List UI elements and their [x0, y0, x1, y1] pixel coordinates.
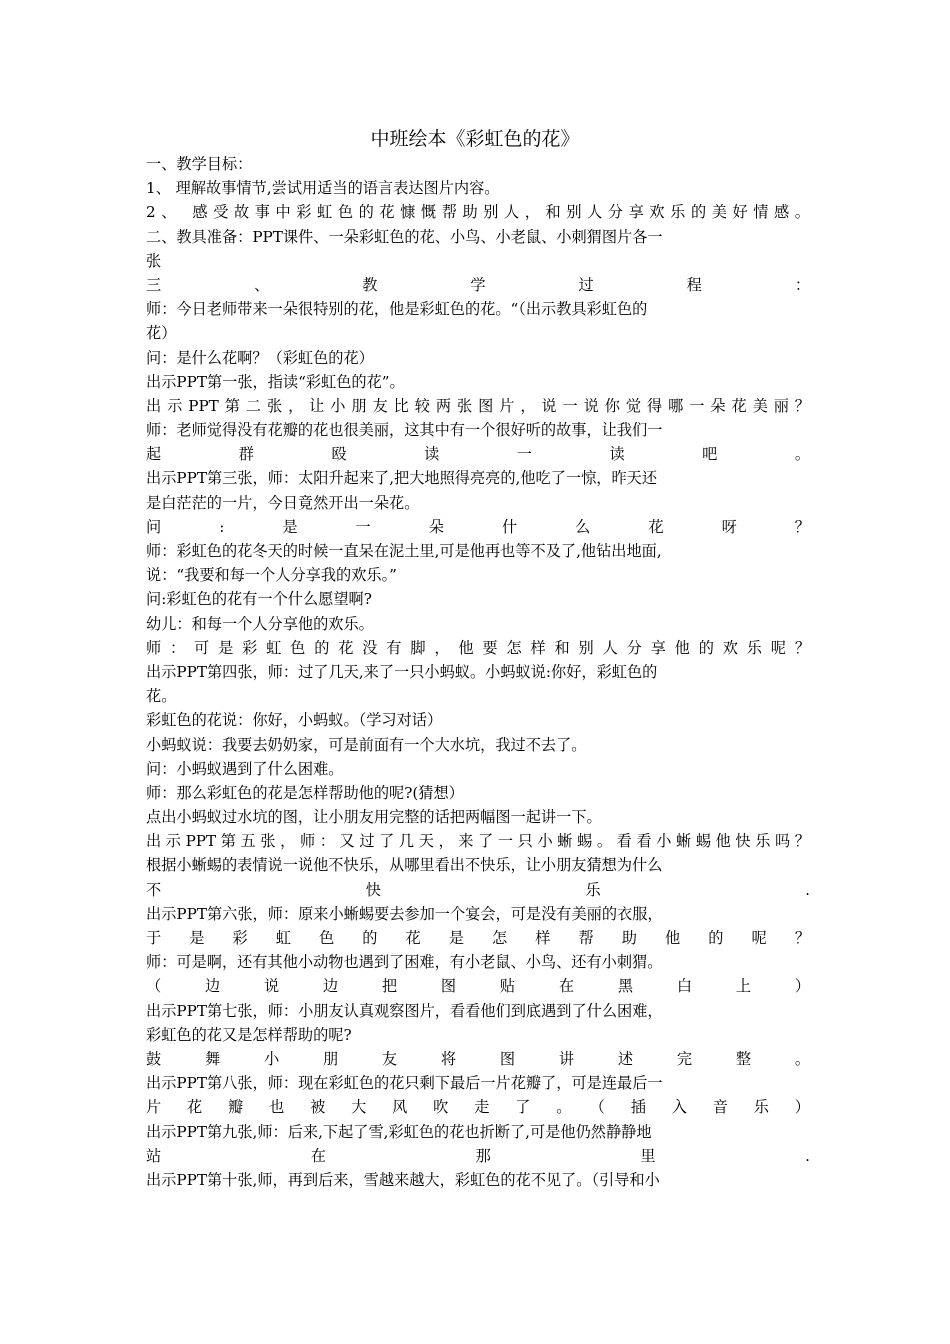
text-line: 师：可是啊，还有其他小动物也遇到了困难，有小老鼠、小鸟、还有小刺猬。 [146, 953, 663, 972]
text-line: 师：今日老师带来一朵很特别的花，他是彩虹色的花。“（出示教具彩虹色的 [146, 300, 648, 319]
text-line: 问：是什么花啊？（彩虹色的花） [146, 348, 374, 367]
text-line: 彩虹色的花说：你好，小蚂蚁。（学习对话） [146, 711, 443, 730]
text-line: 出示PPT第十张,师，再到后来，雪越来越大，彩虹色的花不见了。（引导和小 [146, 1170, 660, 1189]
text-line: 问：小蚂蚁遇到了什么困难。 [146, 759, 344, 778]
text-line: 2、 感受故事中彩虹色的花慷慨帮助别人，和别人分享欢乐的美好情感。 [146, 203, 810, 222]
text-line: 说：“我要和每一个人分享我的欢乐。” [146, 566, 397, 585]
text-line: 二、教具准备：PPT课件、一朵彩虹色的花、小鸟、小老鼠、小刺猬图片各一 [146, 227, 663, 246]
document-body [146, 152, 810, 1192]
text-line: 根据小蜥蜴的表情说一说他不快乐，从哪里看出不快乐，让小朋友猜想为什么 [146, 856, 663, 875]
text-line: 出示PPT第五张，师：又过了几天，来了一只小蜥蜴。看看小蜥蜴他快乐吗？ [146, 832, 810, 851]
text-line: 出示PPT第二张，让小朋友比较两张图片，说一说你觉得哪一朵花美丽？ [146, 396, 810, 415]
text-line: 1、 理解故事情节,尝试用适当的语言表达图片内容。 [146, 179, 500, 198]
text-line: 师：老师觉得没有花瓣的花也很美丽，这其中有一个很好听的故事，让我们一 [146, 421, 663, 440]
text-line: 片花瓣也被大风吹走了。（插入音乐） [146, 1098, 810, 1117]
text-line: 是白茫茫的一片，今日竟然开出一朵花。 [146, 493, 420, 512]
text-line: 小蚂蚁说：我要去奶奶家，可是前面有一个大水坑，我过不去了。 [146, 735, 587, 754]
text-line: 张 [146, 251, 162, 270]
text-line: 师：那么彩虹色的花是怎样帮助他的呢?(猜想） [146, 783, 464, 802]
text-line: 彩虹色的花又是怎样帮助的呢? [146, 1025, 352, 1044]
document-title: 中班绘本《彩虹色的花》 [370, 128, 580, 150]
text-line: 花。 [146, 687, 177, 706]
text-line: （边说边把图贴在黑白上） [146, 977, 810, 996]
text-line: 站在那里. [146, 1146, 810, 1165]
text-line: 不快乐. [146, 880, 810, 899]
text-line: 幼儿：和每一个人分享他的欢乐。 [146, 614, 374, 633]
text-line: 出示PPT第六张，师：原来小蜥蜴要去参加一个宴会，可是没有美丽的衣服， [146, 904, 663, 923]
text-line: 师：可是彩虹色的花没有脚，他要怎样和别人分享他的欢乐呢？ [146, 638, 810, 657]
text-line: 出示PPT第三张，师：太阳升起来了,把大地照得亮亮的,他吃了一惊，昨天还 [146, 469, 658, 488]
text-line: 出示PPT第七张，师：小朋友认真观察图片，看看他们到底遇到了什么困难， [146, 1001, 663, 1020]
text-line: 师：彩虹色的花冬天的时候一直呆在泥土里,可是他再也等不及了,他钻出地面, [146, 542, 662, 560]
text-line: 出示PPT第一张，指读“彩虹色的花”。 [146, 372, 405, 391]
text-line: 三、教学过程： [146, 275, 810, 294]
text-line: 问:彩虹色的花有一个什么愿望啊? [146, 590, 372, 609]
text-line: 于是彩虹色的花是怎样帮助他的呢？ [146, 929, 810, 947]
text-line: 鼓舞小朋友将图讲述完整。 [146, 1049, 810, 1068]
text-line: 出示PPT第九张,师：后来,下起了雪,彩虹色的花也折断了,可是他仍然静静地 [146, 1122, 652, 1141]
text-line: 花） [146, 324, 177, 343]
text-line: 起群殴读一读吧。 [146, 445, 810, 464]
text-line: 出示PPT第四张，师：过了几天,来了一只小蚂蚁。小蚂蚁说:你好，彩虹色的 [146, 662, 658, 681]
text-line: 问:是一朵什么花呀？ [146, 517, 810, 536]
text-line: 出示PPT第八张，师：现在彩虹色的花只剩下最后一片花瓣了，可是连最后一 [146, 1074, 663, 1093]
text-line: 点出小蚂蚁过水坑的图，让小朋友用完整的话把两幅图一起讲一下。 [146, 808, 602, 827]
text-line: 一、教学目标： [146, 155, 253, 173]
